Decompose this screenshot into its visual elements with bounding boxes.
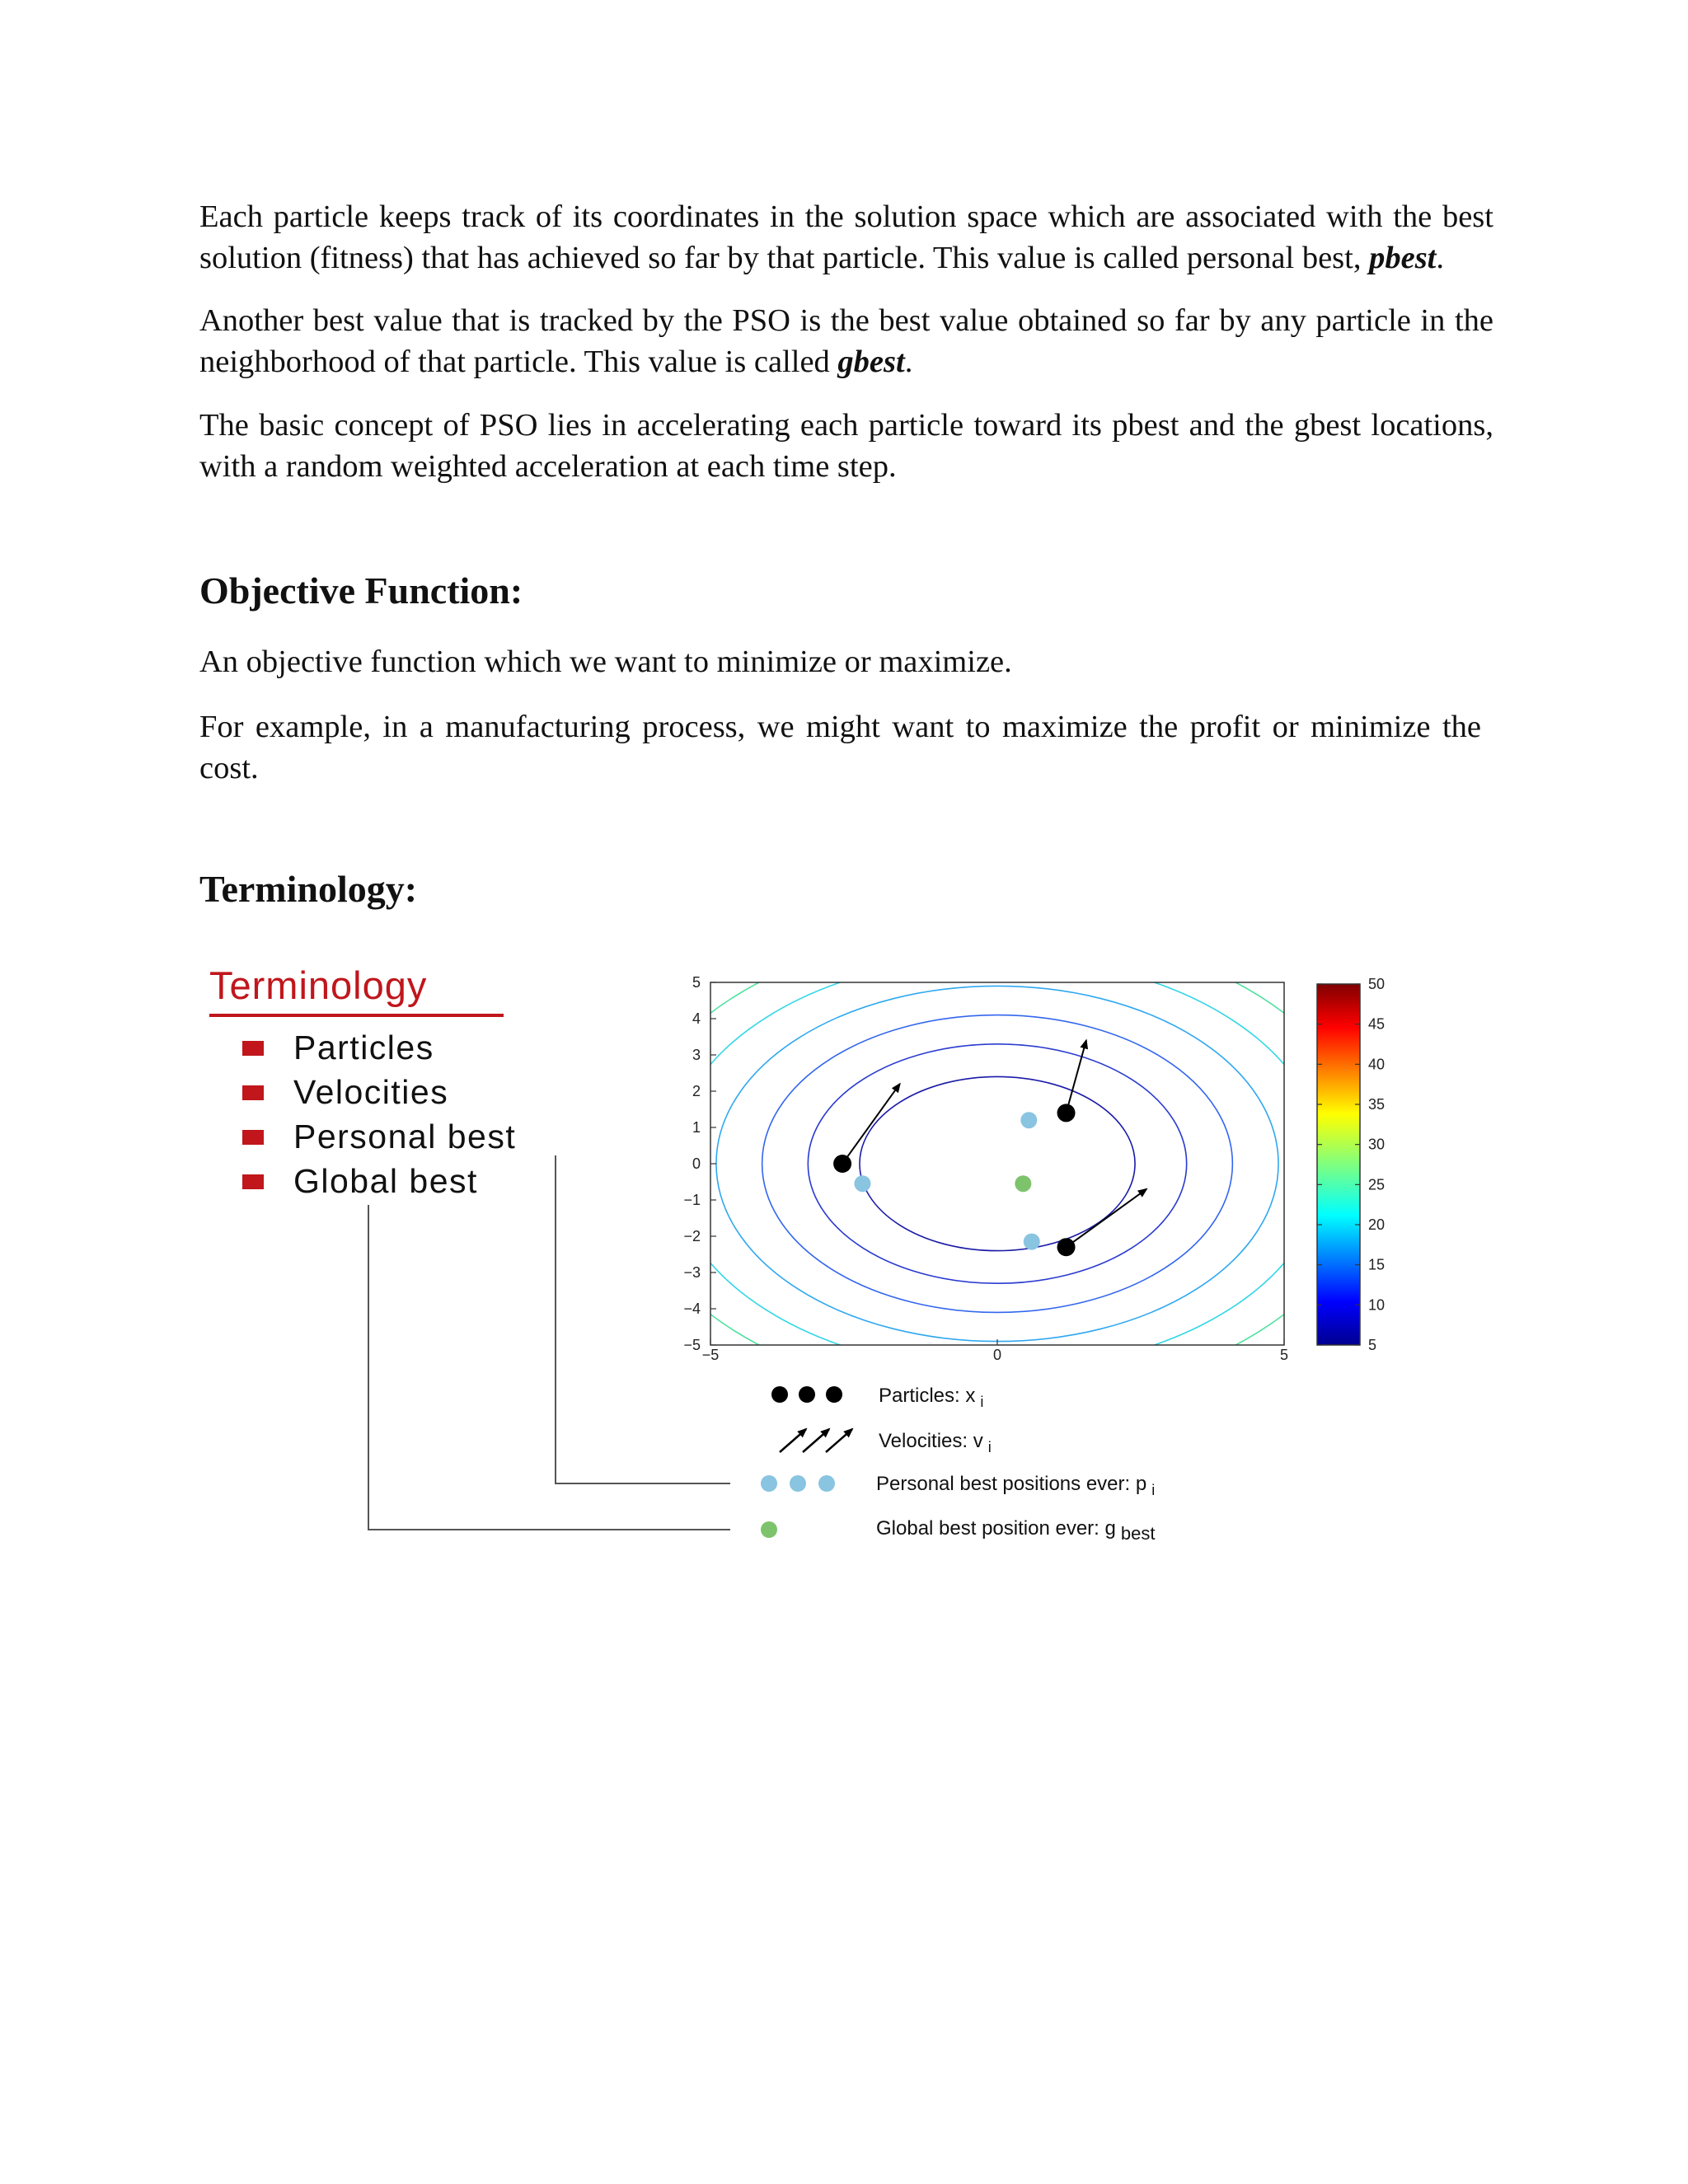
colorbar [1317,984,1360,1345]
terminology-heading: Terminology: [199,868,418,910]
marker-layer [833,1040,1146,1256]
paragraph-text: For example, in a manufacturing process, we might want to maximize the profit or minimize the cost. [199,710,1481,785]
connector-personal-best [556,1155,730,1483]
legend-pbest-dot [790,1475,806,1492]
paragraph-objective-example [199,706,1481,789]
colorbar-tick-label: 40 [1368,1056,1386,1073]
pso-contour-figure [198,948,1451,1558]
particle-point [1057,1104,1076,1122]
colorbar-tick-label: 10 [1368,1296,1386,1314]
y-tick-label: −3 [683,1264,701,1281]
contour-line [670,957,1324,1371]
x-tick-label: −5 [701,1347,720,1363]
figure-title: Terminology [209,963,428,1007]
legend-velocity-arrow [780,1429,806,1452]
legend-velocity-arrow [803,1429,829,1452]
paragraph-text: The basic concept of PSO lies in accelerating each particle toward its pbest and the gbest locations, with a random weighted acceleration at each time step. [199,408,1493,484]
objective-function-heading: Objective Function: [199,569,523,612]
plot-frame [710,982,1284,1345]
contour-line [762,1015,1233,1313]
y-tick-label: 3 [692,1047,701,1063]
pbest-point [1020,1112,1037,1128]
contour-line [532,948,1451,1457]
paragraph-text: Each particle keeps track of its coordinates in the solution space which are associated with the best solution (fitness) that has achieved so far by that particle. This value is called personal best, [199,199,1493,275]
y-tick-label: 4 [692,1010,701,1027]
pbest-term: pbest [1369,241,1437,275]
particle-point [1057,1238,1076,1256]
colorbar-tick-label: 30 [1368,1136,1386,1153]
paragraph-text: Another best value that is tracked by the PSO is the best value obtained so far by any particle in the neighborhood of that particle. This value is called [199,303,1493,379]
x-tick-label: 5 [1279,1347,1289,1363]
gbest-point [1015,1175,1031,1192]
velocity-arrow [842,1084,900,1164]
term-label: Particles [293,1029,434,1066]
y-tick-label: 1 [692,1119,701,1136]
legend-pbest-dot [818,1475,835,1492]
y-tick-label: 0 [692,1155,701,1172]
legend-pbest-dot [761,1475,777,1492]
gbest-term: gbest [837,344,905,379]
y-tick-label: −1 [683,1192,701,1208]
paragraph-text: An objective function which we want to minimize or maximize. [199,644,1012,679]
paragraph-gbest [199,300,1493,382]
contour-line [808,1044,1186,1283]
term-label: Velocities [293,1073,449,1111]
colorbar-tick-label: 35 [1368,1096,1386,1113]
term-label: Personal best [293,1118,517,1155]
colorbar-tick-label: 20 [1368,1216,1386,1233]
velocity-arrow [1067,1189,1146,1247]
terminology-figure [198,948,1451,1558]
particle-point [833,1155,851,1173]
velocity-arrow [1067,1040,1086,1113]
connector-global-best [368,1205,730,1530]
contour-line [860,1076,1135,1250]
pbest-point [1024,1234,1040,1250]
legend-gbest-label: Global best position ever: g best [876,1517,1156,1544]
paragraph-text: . [904,344,913,379]
y-tick-label: −2 [683,1228,701,1244]
legend-velocity-arrow [826,1429,852,1452]
term-label: Global best [293,1162,478,1200]
colorbar-tick-label: 15 [1368,1256,1386,1273]
y-tick-label: 5 [692,974,701,991]
paragraph-pbest [199,196,1493,279]
legend-particle-dot [826,1386,842,1403]
legend-velocities-label: Velocities: v $_i$ [879,1430,992,1455]
legend-particle-dot [799,1386,815,1403]
axis-layer [683,974,1288,1363]
colorbar-tick-label: 45 [1368,1015,1386,1033]
legend-pbest-label: Personal best positions ever: p $_i$ [876,1473,1156,1498]
colorbar-tick-label: 25 [1368,1176,1386,1193]
y-tick-label: 2 [692,1083,701,1099]
paragraph-basic-concept [199,405,1493,487]
pbest-point [854,1175,870,1192]
colorbar-tick-label: 50 [1368,976,1386,992]
y-tick-label: −5 [683,1337,701,1353]
legend-particle-dot [771,1386,788,1403]
paragraph-text: . [1436,241,1445,275]
colorbar-tick-label: 5 [1368,1337,1377,1353]
legend [761,1385,1155,1544]
legend-gbest-dot [761,1521,777,1538]
paragraph-objective-definition [199,641,1493,682]
legend-particles-label: Particles: x $_i$ [879,1385,984,1410]
y-tick-label: −4 [683,1301,701,1317]
contour-line [716,986,1278,1341]
x-tick-label: 0 [992,1347,1002,1363]
